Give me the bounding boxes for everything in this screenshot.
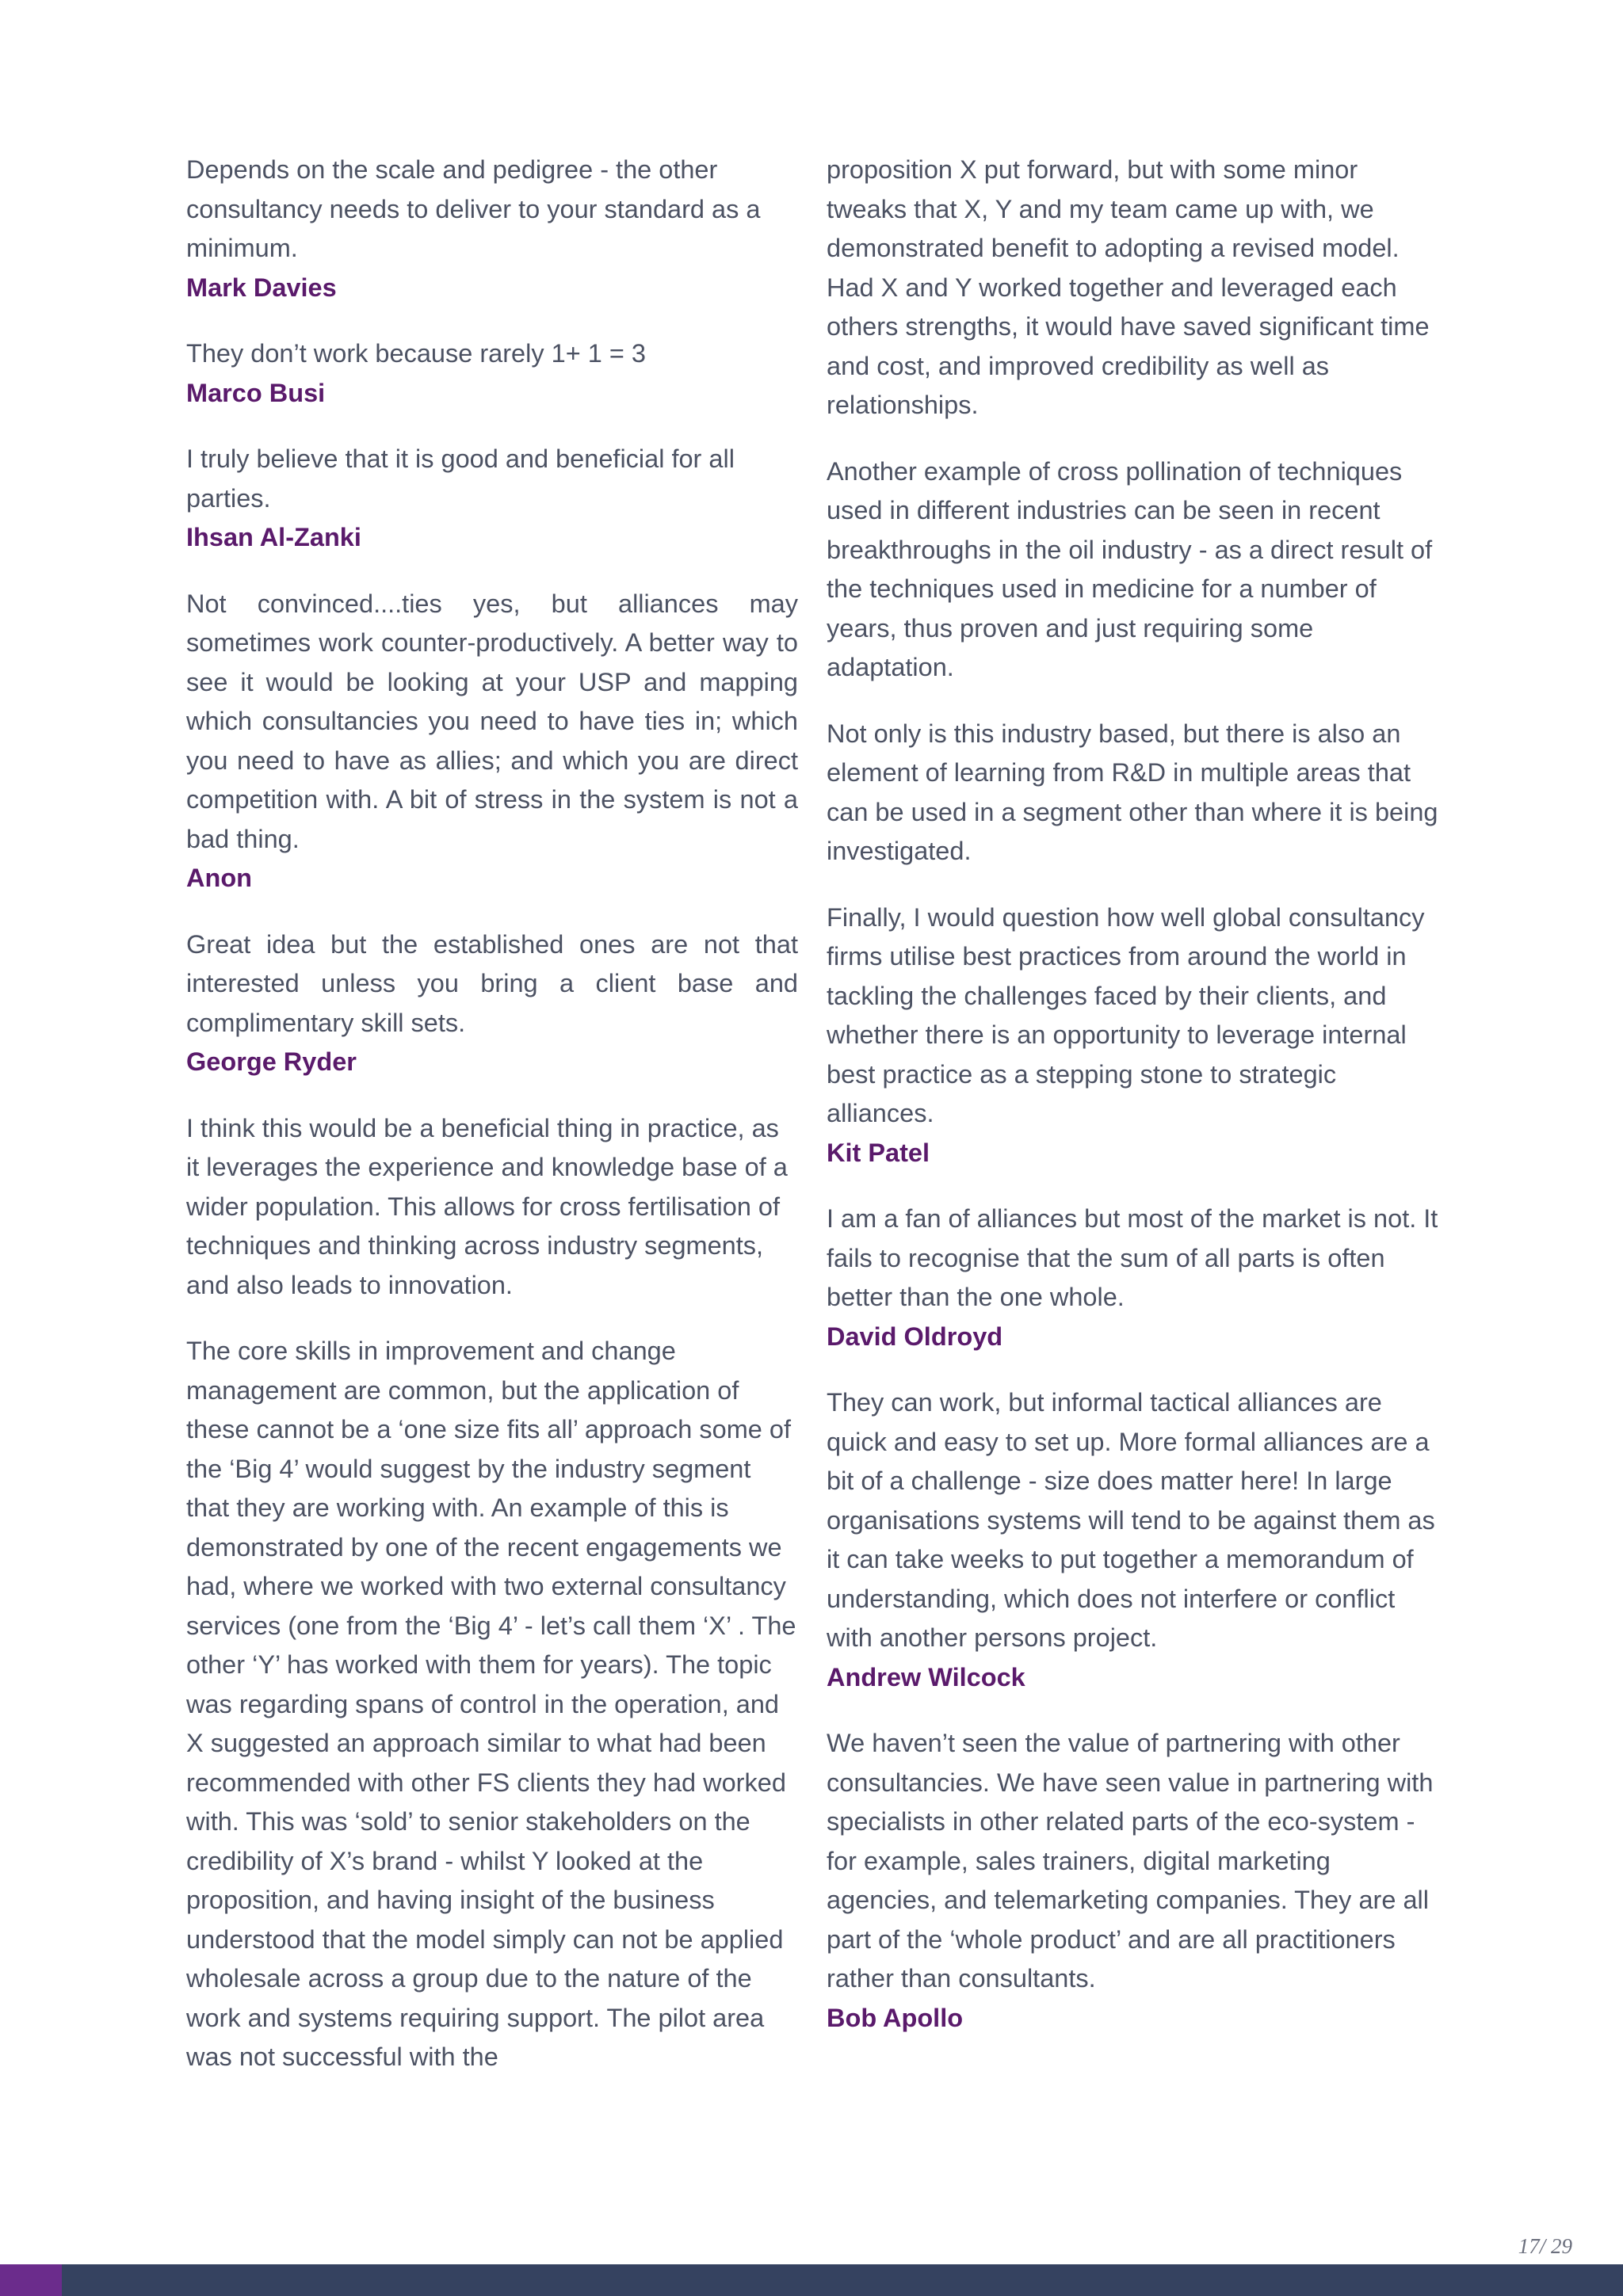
comment-entry <box>827 1383 1438 1697</box>
footer-accent <box>0 2264 62 2296</box>
comment-text: Great idea but the established ones are not that interested unless you bring a client base and complimentary skill sets. <box>186 929 798 1037</box>
comment-author: Mark Davies <box>186 273 337 302</box>
comment-text: I think this would be a beneficial thing in practice, as it leverages the experience and knowledge base of a wider population. This allows for cross fertilisation of techniques and thinking across industry segments, and also leads to innovation. <box>186 1113 788 1299</box>
comment-text: Not only is this industry based, but there is also an element of learning from R&D in multiple areas that can be used in a segment other than where it is being investigated. <box>827 719 1438 865</box>
comment-text: proposition X put forward, but with some minor tweaks that X, Y and my team came up with, we demonstrated benefit to adopting a revised model. Had X and Y worked together and leveraged each others strengths, it would have saved significant time and cost, and improved credibility as well as relationships. <box>827 155 1430 419</box>
comment-author: Anon <box>186 864 253 892</box>
comment-author: George Ryder <box>186 1047 357 1076</box>
comment-author: Andrew Wilcock <box>827 1662 1025 1691</box>
comment-entry <box>186 440 798 558</box>
comment-entry <box>827 1199 1438 1356</box>
comment-text: They don’t work because rarely 1+ 1 = 3 <box>186 339 646 368</box>
comment-entry <box>827 1724 1438 2038</box>
comment-entry <box>186 151 798 307</box>
comment-text: They can work, but informal tactical alliances are quick and easy to set up. More formal alliances are a bit of a challenge - size does matter here! In large organisations systems will tend to be against them as it can take weeks to put together a memorandum of understanding, which does not interfere or conflict with another persons project. <box>827 1388 1435 1652</box>
right-column <box>827 151 1438 2065</box>
comment-text: I truly believe that it is good and beneficial for all parties. <box>186 444 735 513</box>
comment-entry <box>186 925 798 1082</box>
comment-author: Kit Patel <box>827 1138 930 1167</box>
comment-text: We haven’t seen the value of partnering with other consultancies. We have seen value in partnering with specialists in other related parts of the eco-system - for example, sales trainers, digital marketing agencies, and telemarketing companies. They are all part of the ‘whole product’ and are all practitioners rather than consultants. <box>827 1729 1434 1993</box>
comment-text: The core skills in improvement and change management are common, but the application of these cannot be a ‘one size fits all’ approach some of the ‘Big 4’ would suggest by the industry segment that they are working with. An example of this is demonstrated by one of the recent engagements we had, where we worked with two external consultancy services (one from the ‘Big 4’ - let’s call them ‘X’ . The other ‘Y’ has worked with them for years). The topic was regarding spans of control in the operation, and X suggested an approach similar to what had been recommended with other FS clients they had worked with. This was ‘sold’ to senior stakeholders on the credibility of X’s brand - whilst Y looked at the proposition, and having insight of the business understood that the model simply can not be applied wholesale across a group due to the nature of the work and systems requiring support. The pilot area was not successful with the <box>186 1337 796 2071</box>
comment-entry <box>186 1109 798 2077</box>
comment-text: Another example of cross pollination of techniques used in different industries can be seen in recent breakthroughs in the oil industry - as a direct result of the techniques used in medicine for a number of years, thus proven and just requiring some adaptation. <box>827 456 1433 681</box>
comment-text: Not convinced....ties yes, but alliances may sometimes work counter-productively. A better way to see it would be looking at your USP and mapping which consultancies you need to have ties in; which you need to have as allies; and which you are direct competition with. A bit of stress in the system is not a bad thing. <box>186 589 798 853</box>
comment-entry <box>186 585 798 898</box>
comment-text: I am a fan of alliances but most of the market is not. It fails to recognise that the sum of all parts is often better than the one whole. <box>827 1204 1438 1311</box>
comment-author: Ihsan Al-Zanki <box>186 523 361 551</box>
left-column <box>186 151 798 2104</box>
comment-text: Depends on the scale and pedigree - the other consultancy needs to deliver to your standard as a minimum. <box>186 155 761 262</box>
comment-author: Marco Busi <box>186 378 326 407</box>
comment-entry <box>827 151 1438 1173</box>
footer-bar <box>0 2264 1623 2296</box>
comment-entry <box>186 334 798 413</box>
comment-author: David Oldroyd <box>827 1322 1003 1351</box>
comment-text: Finally, I would question how well global consultancy firms utilise best practices from around the world in tackling the challenges faced by their clients, and whether there is an opportunity to leverage internal best practice as a stepping stone to strategic alliances. <box>827 902 1425 1127</box>
page-number: 17/ 29 <box>1518 2234 1572 2258</box>
comment-author: Bob Apollo <box>827 2003 964 2032</box>
